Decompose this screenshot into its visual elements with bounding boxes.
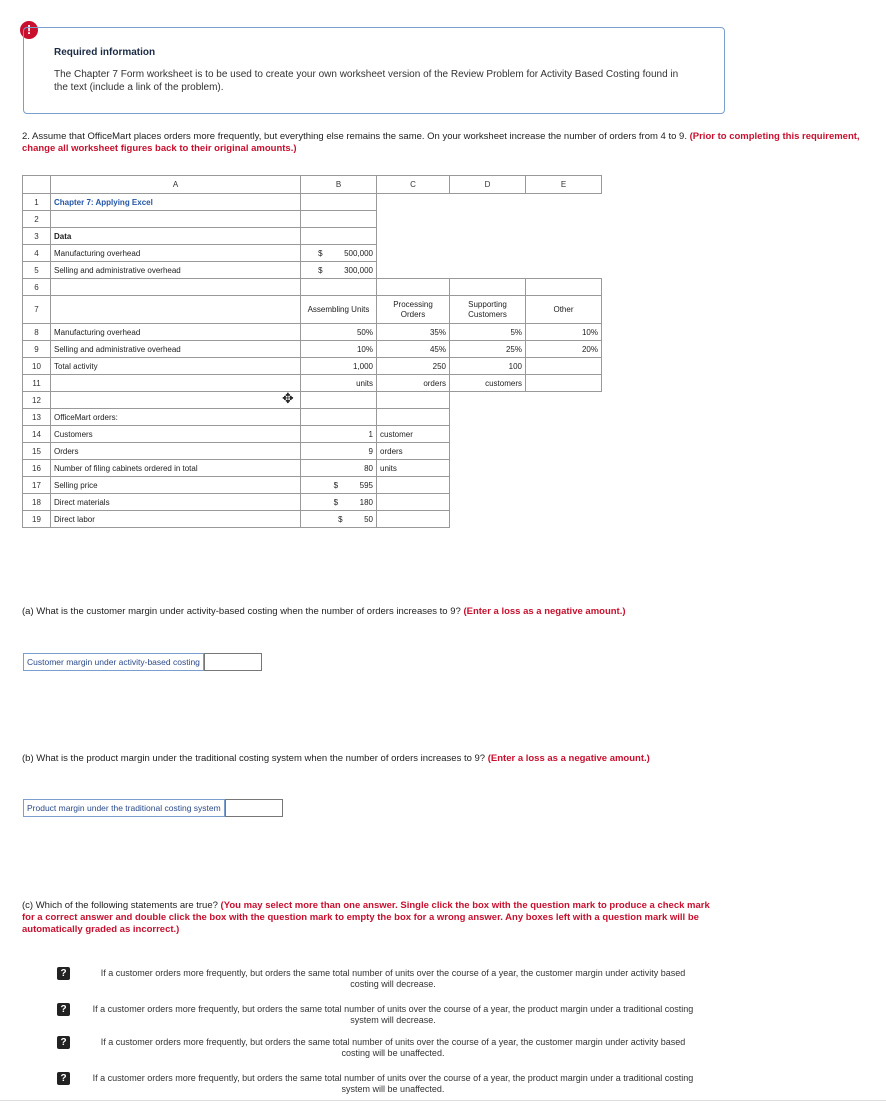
question-2-text: 2. Assume that OfficeMart places orders more frequently, but everything else remains the same. On your worksheet increase the number of orders from 4 to 9. bbox=[22, 131, 690, 142]
processing-header: Processing Orders bbox=[377, 296, 450, 324]
orders-label: Orders bbox=[51, 443, 301, 460]
alloc-sga-other: 20% bbox=[526, 341, 602, 358]
row-number: 3 bbox=[23, 228, 51, 245]
activity-unit-assembling: units bbox=[301, 375, 377, 392]
total-activity-supporting: 100 bbox=[450, 358, 526, 375]
cabinets-label: Number of filing cabinets ordered in total bbox=[51, 460, 301, 477]
row-number: 18 bbox=[23, 494, 51, 511]
total-activity-processing: 250 bbox=[377, 358, 450, 375]
alloc-mfg-processing: 35% bbox=[377, 324, 450, 341]
alloc-mfg-label: Manufacturing overhead bbox=[51, 324, 301, 341]
officemart-heading: OfficeMart orders: bbox=[51, 409, 301, 426]
price-label: Selling price bbox=[51, 477, 301, 494]
question-2-emphasis: (Prior to completing this requirement, change all worksheet figures back to their original amounts.) bbox=[22, 131, 860, 154]
statement-2-checkbox[interactable]: ? bbox=[57, 1003, 70, 1016]
currency-sign: $ bbox=[333, 480, 339, 490]
materials-value: 180 bbox=[359, 497, 373, 507]
part-a-question bbox=[22, 606, 722, 618]
alloc-mfg-assembling: 50% bbox=[301, 324, 377, 341]
row-number: 13 bbox=[23, 409, 51, 426]
row-number: 8 bbox=[23, 324, 51, 341]
sga-overhead-label: Selling and administrative overhead bbox=[51, 262, 301, 279]
product-margin-input[interactable] bbox=[225, 799, 283, 817]
part-b-answer-row bbox=[23, 799, 283, 817]
alloc-mfg-supporting: 5% bbox=[450, 324, 526, 341]
alloc-sga-assembling: 10% bbox=[301, 341, 377, 358]
part-a-emphasis: (Enter a loss as a negative amount.) bbox=[463, 606, 626, 617]
currency-sign: $ bbox=[318, 265, 323, 275]
part-c-question bbox=[22, 900, 722, 936]
part-c-text: (c) Which of the following statements are true? bbox=[22, 900, 221, 911]
excel-worksheet bbox=[22, 175, 602, 528]
row-number: 11 bbox=[23, 375, 51, 392]
activity-unit-supporting: customers bbox=[450, 375, 526, 392]
row-number: 9 bbox=[23, 341, 51, 358]
row-number: 1 bbox=[23, 194, 51, 211]
sga-overhead-value: 300,000 bbox=[344, 265, 373, 275]
row-number: 7 bbox=[23, 296, 51, 324]
alert-icon: ! bbox=[20, 21, 38, 39]
assembling-header: Assembling Units bbox=[301, 296, 377, 324]
data-label: Data bbox=[51, 228, 301, 245]
sheet-title: Chapter 7: Applying Excel bbox=[51, 194, 301, 211]
total-activity-label: Total activity bbox=[51, 358, 301, 375]
row-number: 12 bbox=[23, 392, 51, 409]
row-number: 6 bbox=[23, 279, 51, 296]
statement-1-checkbox[interactable]: ? bbox=[57, 967, 70, 980]
statement-1: If a customer orders more frequently, but orders the same total number of units over the course of a year, the customer margin under activity based costing will decrease. bbox=[100, 968, 686, 989]
supporting-header: Supporting Customers bbox=[450, 296, 526, 324]
materials-label: Direct materials bbox=[51, 494, 301, 511]
row-number: 15 bbox=[23, 443, 51, 460]
statement-3-checkbox[interactable]: ? bbox=[57, 1036, 70, 1049]
alloc-sga-processing: 45% bbox=[377, 341, 450, 358]
other-header: Other bbox=[526, 296, 602, 324]
part-a-text: (a) What is the customer margin under activity-based costing when the number of orders increases to 9? bbox=[22, 606, 464, 617]
row-number: 17 bbox=[23, 477, 51, 494]
statement-3: If a customer orders more frequently, but orders the same total number of units over the course of a year, the customer margin under activity based costing will be unaffected. bbox=[100, 1037, 686, 1058]
part-b-emphasis: (Enter a loss as a negative amount.) bbox=[487, 753, 650, 764]
col-header-e[interactable]: E bbox=[526, 176, 602, 194]
cabinets-unit: units bbox=[377, 460, 450, 477]
part-b-question bbox=[22, 753, 722, 765]
orders-value[interactable]: 9 bbox=[301, 443, 377, 460]
customers-label: Customers bbox=[51, 426, 301, 443]
row-number: 4 bbox=[23, 245, 51, 262]
question-2 bbox=[22, 131, 882, 155]
col-header-a[interactable]: A bbox=[51, 176, 301, 194]
part-c-emphasis: (You may select more than one answer. Single click the box with the question mark to produce a check mark for a correct answer and double click the box with the question mark to empty the box for a wrong answer. Any boxes left with a question mark will be automatically graded as incorrect.) bbox=[22, 900, 710, 935]
mfg-overhead-label: Manufacturing overhead bbox=[51, 245, 301, 262]
price-value: 595 bbox=[359, 480, 373, 490]
cabinets-value: 80 bbox=[301, 460, 377, 477]
row-number: 14 bbox=[23, 426, 51, 443]
alloc-mfg-other: 10% bbox=[526, 324, 602, 341]
info-title: Required information bbox=[54, 47, 156, 58]
bottom-divider bbox=[0, 1100, 886, 1101]
col-header-d[interactable]: D bbox=[450, 176, 526, 194]
statement-2: If a customer orders more frequently, but orders the same total number of units over the course of a year, the product margin under a traditional costing system will decrease. bbox=[92, 1004, 694, 1025]
part-a-label: Customer margin under activity-based costing bbox=[23, 653, 204, 671]
move-cursor-icon: ✥ bbox=[282, 390, 294, 406]
part-b-text: (b) What is the product margin under the traditional costing system when the number of orders increases to 9? bbox=[22, 753, 488, 764]
total-activity-assembling: 1,000 bbox=[301, 358, 377, 375]
part-b-label: Product margin under the traditional costing system bbox=[23, 799, 225, 817]
alloc-sga-label: Selling and administrative overhead bbox=[51, 341, 301, 358]
labor-label: Direct labor bbox=[51, 511, 301, 528]
customer-margin-input[interactable] bbox=[204, 653, 262, 671]
col-header-c[interactable]: C bbox=[377, 176, 450, 194]
row-number: 16 bbox=[23, 460, 51, 477]
row-number: 10 bbox=[23, 358, 51, 375]
currency-sign: $ bbox=[333, 497, 339, 507]
customers-unit: customer bbox=[377, 426, 450, 443]
info-body: The Chapter 7 Form worksheet is to be used to create your own worksheet version of the Review Problem for Activity Based Costing found in the text (include a link of the problem). bbox=[54, 69, 679, 93]
corner-cell bbox=[23, 176, 51, 194]
currency-sign: $ bbox=[338, 514, 343, 524]
col-header-b[interactable]: B bbox=[301, 176, 377, 194]
orders-unit: orders bbox=[377, 443, 450, 460]
part-a-answer-row bbox=[23, 653, 262, 671]
alloc-sga-supporting: 25% bbox=[450, 341, 526, 358]
labor-value: 50 bbox=[364, 514, 373, 524]
currency-sign: $ bbox=[318, 248, 323, 258]
statement-4: If a customer orders more frequently, but orders the same total number of units over the course of a year, the product margin under a traditional costing system will be unaffected. bbox=[92, 1073, 694, 1094]
row-number: 5 bbox=[23, 262, 51, 279]
statement-4-checkbox[interactable]: ? bbox=[57, 1072, 70, 1085]
customers-value: 1 bbox=[301, 426, 377, 443]
row-number: 2 bbox=[23, 211, 51, 228]
row-number: 19 bbox=[23, 511, 51, 528]
activity-unit-processing: orders bbox=[377, 375, 450, 392]
mfg-overhead-value: 500,000 bbox=[344, 248, 373, 258]
